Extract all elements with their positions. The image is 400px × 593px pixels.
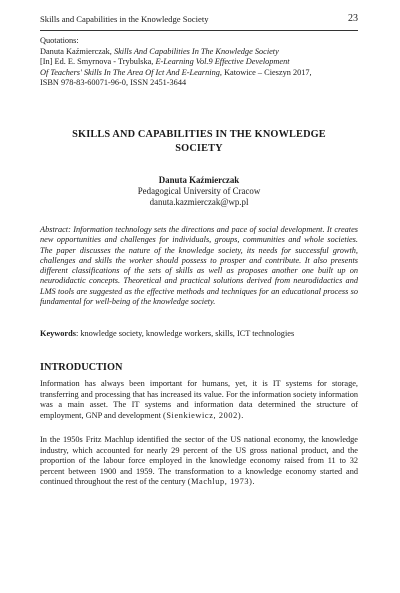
paper-title-line-2: SOCIETY — [175, 142, 223, 154]
quotation-author: Danuta Kaźmierczak, — [40, 46, 114, 56]
paper-title-line-1: SKILLS AND CAPABILITIES IN THE KNOWLEDGE — [72, 129, 326, 140]
quotation-isbn: ISBN 978-83-60071-96-0, ISSN 2451-3644 — [40, 78, 187, 87]
quotation-book-title-part1: E-Learning Vol.9 Effective Development — [155, 57, 290, 66]
quotations-block — [40, 36, 362, 89]
quotations-label: Quotations: — [40, 36, 79, 45]
quotation-line-1 — [40, 47, 362, 58]
author-name: Danuta Kaźmierczak — [158, 175, 240, 185]
paragraph — [40, 379, 358, 421]
section-heading-introduction: INTRODUCTION — [40, 362, 123, 373]
quotation-paper-title: Skills And Capabilities In The Knowledge Society — [113, 46, 279, 56]
author-email[interactable]: danuta.kazmierczak@wp.pl — [149, 197, 249, 208]
abstract-text: Information technology sets the directions and pace of social development. It creates new opportunities and challenges for individuals, groups, communities and whole societies. The paper discusses the nature of the knowledge society, its needs for successful growth, challenges and skills the worker should possess to prosper and contribute. It also presents different classifications of the sets of skills as well as proposes another one built up on neurodidactic concepts. Theoretical and practical solutions derived from neurodidactics and LMS tools are suggested as the effective methods and techniques for an educational process so fundamental for well-being of the knowledge society. — [40, 225, 358, 307]
quotation-book-title-part2: Of Teachers' Skills In The Area Of Ict And E-Learning — [40, 67, 220, 77]
abstract — [40, 225, 358, 307]
keywords — [40, 329, 358, 340]
quotation-place-year: , Katowice – Cieszyn 2017, — [219, 67, 312, 77]
keywords-label: Keywords — [40, 329, 76, 338]
page-number: 23 — [348, 13, 358, 24]
citation: (Sienkiewicz, 2002). — [162, 410, 244, 420]
citation: (Machlup, 1973). — [187, 477, 256, 487]
paragraph-text: In the 1950s Fritz Machlup identified the sector of the US national economy, the knowledge industry, which accounted for nearly 29 percent of the US gross national product, and the proportion of the labour force employed in the knowledge economy raised from 11 to 32 percent between 1900 and 1959. The transformation to a knowledge economy started and continued throughout the rest of the century — [40, 435, 358, 487]
author-block — [40, 175, 358, 209]
quotation-line-3 — [40, 68, 362, 79]
quotation-line-2 — [40, 57, 362, 68]
paper-title — [40, 128, 358, 155]
keywords-text: : knowledge society, knowledge workers, skills, ICT technologies — [75, 329, 295, 338]
abstract-label: Abstract: — [40, 225, 71, 234]
running-head — [40, 14, 358, 31]
author-affiliation: Pedagogical University of Cracow — [137, 186, 261, 197]
paragraph-text: Information has always been important for humans, yet, it is IT systems for storage, transferring and processing that has increased its value. For the information society information was a main asset. The IT systems and information data determined the structure of employment, GNP and development — [40, 379, 358, 420]
paragraph — [40, 435, 358, 488]
quotation-editor: [In] Ed. E. Smyrnova - Trybulska, — [40, 57, 156, 66]
running-head-title: Skills and Capabilities in the Knowledge Society — [40, 14, 209, 24]
